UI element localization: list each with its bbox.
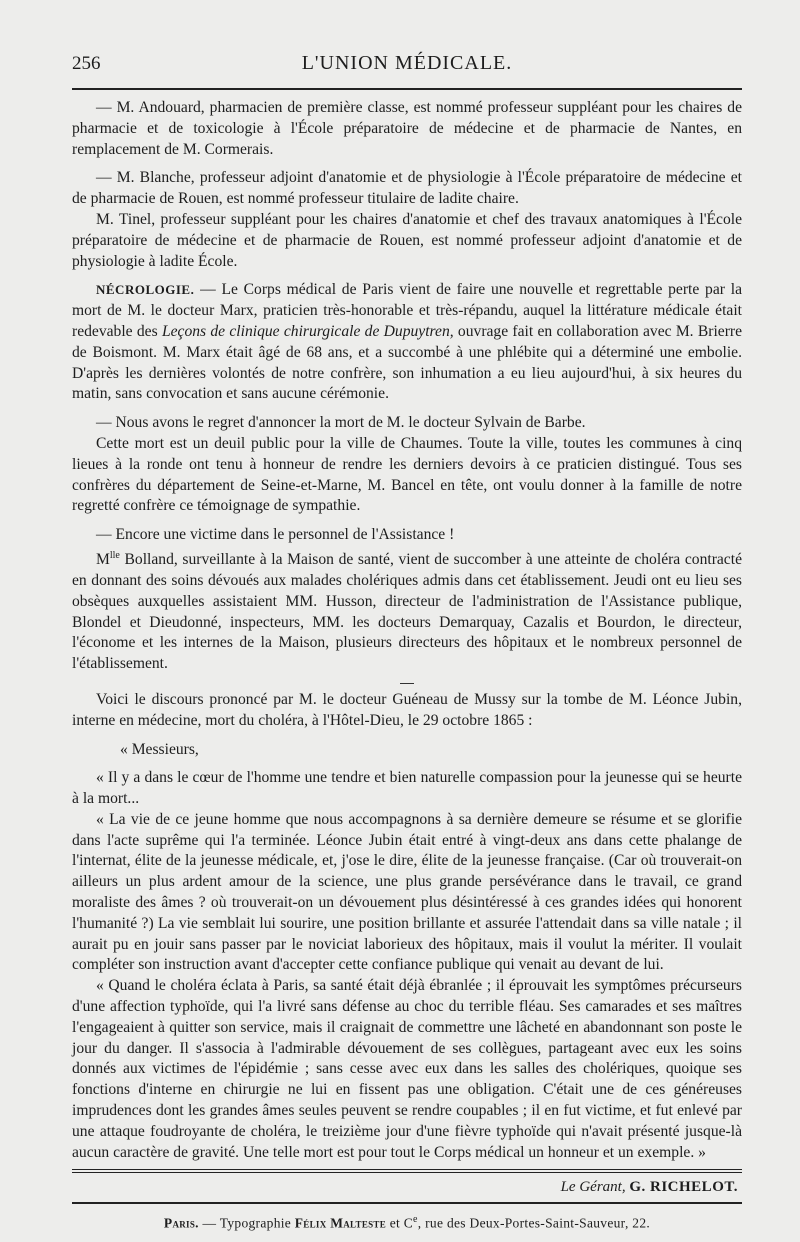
section-separator [400, 683, 414, 684]
imprint-address: , rue des Deux-Portes-Saint-Sauveur, 22. [417, 1215, 651, 1231]
page-number: 256 [72, 53, 101, 74]
paragraph-cholera: « Quand le choléra éclata à Paris, sa santé était déjà ébranlée ; il éprouvait les symptômes précurseurs d'une affection typhoïde, qui l'a livré sans défense au choc du terrible fléau. Ses camarades et ses maîtres l'engageaient à quitter son service, mais il craignait de commettre une lâcheté en abandonnant son poste le jour du danger. Il s'associa à l'admirable dévouement de ses collègues, partageant avec eux les soins donnés aux victimes de l'épidémie ; sans cesse avec eux dans les salles des cholériques, quoique ses fonctions d'interne en chirurgie ne lui en fissent pas une obligation. C'était une de ces généreuses imprudences dont les grandes âmes seules peuvent se rendre coupables ; il en fut victime, et fut enlevé par une attaque foudroyante de choléra, le treizième jour d'une fièvre typhoïde qui n'avait présenté jusque-là aucun caractère de gravité. Une telle mort est pour tout le Corps médical un honneur et un exemple. » [72, 977, 742, 1161]
imprint-city: Paris. [163, 1215, 199, 1231]
imprint-dash: — Typographie [198, 1215, 295, 1231]
footer-rule-thin [72, 1172, 742, 1173]
necrologie-text-before: — Le Corps médical de Paris vient de faire une nouvelle et regrettable perte par la mort de M. le docteur Marx, praticien très-honorable et très-répandu, auquel la littérature médicale était redevable des [72, 281, 742, 340]
footer-rule-bottom [72, 1202, 742, 1204]
gerant-signature [72, 1179, 738, 1196]
paragraph-discours: Voici le discours prononcé par M. le docteur Guéneau de Mussy sur la tombe de M. Léonce Jubin, interne en médecine, mort du choléra, à l'Hôtel-Dieu, le 29 octobre 1865 : [72, 690, 742, 729]
imprint-printer: Félix Malteste [294, 1215, 387, 1231]
printer-imprint [72, 1214, 742, 1232]
page-header [72, 52, 742, 84]
running-title: L'UNION MÉDICALE. [301, 52, 513, 74]
book-title: Leçons de clinique chirurgicale de Dupuytren, [161, 322, 454, 340]
paragraph-tinel: M. Tinel, professeur suppléant pour les chaires d'anatomie et chef des travaux anatomiques à l'École préparatoire de médecine et de pharmacie de Rouen, est nommé professeur adjoint d'anatomie et de physiologie à ladite École. [72, 210, 742, 270]
paragraph-coeur: « Il y a dans le cœur de l'homme une tendre et bien naturelle compassion pour la jeunesse qui se heurte à la mort... [72, 769, 742, 808]
paragraph-jubin: « La vie de ce jeune homme que nous accompagnons à sa dernière demeure se résume et se glorifie dans l'acte suprême qui l'a terminée. Léonce Jubin était entré à vingt-deux ans dans cette phalange de l'internat, élite de la jeunesse médicale, et, j'ose le dire, élite de la jeunesse française. (Car où trouverait-on ailleurs un plus ardent amour de la science, une plus grande persévérance dans le travail, ce grand moraliste des âmes ? où trouverait-on un dévouement plus désintéressé à ces grandes idées qui honorent l'humanité ?) La vie semblait lui sourire, une position brillante et assurée l'attendait dans sa ville natale ; il aurait pu en jouir sans passer par le noviciat laborieux des hôpitaux, mais il voulut la mériter. Il voulait compléter son instruction avant d'accepter cette confiance publique qui venait au devant de lui. [72, 810, 742, 974]
paragraph-blanche: — M. Blanche, professeur adjoint d'anatomie et de physiologie à l'École préparatoire de médecine et de pharmacie de Rouen, est nommé professeur titulaire de ladite chaire. [72, 169, 742, 208]
section-label-necrologie: NÉCROLOGIE. [96, 282, 195, 298]
gerant-label: Le Gérant, [560, 1179, 626, 1196]
article-body [72, 98, 742, 1163]
bolland-prefix: M [96, 551, 110, 569]
header-rule [72, 88, 742, 90]
bolland-text: Bolland, surveillante à la Maison de santé, vient de succomber à une atteinte de choléra contracté en donnant des soins dévoués aux malades cholériques admis dans cet établissement. Jeudi ont eu lieu ses obsèques auxquelles assistaient MM. Husson, directeur de l'administration de l'Assistance publique, Blondel et Dieudonné, inspecteurs, MM. les docteurs Demarquay, Cazalis et Bourdon, le directeur, l'économe et les internes de la Maison, plusieurs directeurs des hôpitaux et le nombreux personnel de l'établissement. [72, 551, 742, 673]
paragraph-victime: — Encore une victime dans le personnel de l'Assistance ! [96, 526, 455, 544]
paragraph-necrologie [72, 280, 742, 405]
paragraph-messieurs: « Messieurs, [120, 740, 199, 758]
imprint-rest: et C [386, 1215, 414, 1231]
paragraph-chaumes: Cette mort est un deuil public pour la ville de Chaumes. Toute la ville, toutes les communes à cinq lieues à la ronde ont tenu à honneur de rendre les derniers devoirs à ce praticien distingué. Tous ses confrères du département de Seine-et-Marne, M. Bancel en tête, ont voulu donner à la famille de notre regretté confrère ce témoignage de sympathie. [72, 434, 742, 515]
paragraph-barbe: — Nous avons le regret d'annoncer la mort de M. le docteur Sylvain de Barbe. [96, 414, 586, 432]
paragraph-bolland [72, 546, 742, 675]
necrologie-text-after: ouvrage fait en collaboration avec M. Brierre de Boismont. M. Marx était âgé de 68 ans, et a succombé à une phlébite qui a déterminé une embolie. D'après les dernières volontés de notre confrère, son inhumation a eu lieu aujourd'hui, à six heures du matin, sans convocation et sans aucune cérémonie. [72, 322, 743, 403]
imprint-sup: e [413, 1214, 418, 1226]
bolland-sup: lle [109, 549, 120, 561]
footer-rule [72, 1169, 742, 1170]
gerant-name: G. RICHELOT. [629, 1179, 738, 1196]
paragraph-andouard: — M. Andouard, pharmacien de première classe, est nommé professeur suppléant pour les chaires de pharmacie et de toxicologie à l'École préparatoire de médecine et de pharmacie de Nantes, en remplacement de M. Cormerais. [72, 99, 742, 158]
